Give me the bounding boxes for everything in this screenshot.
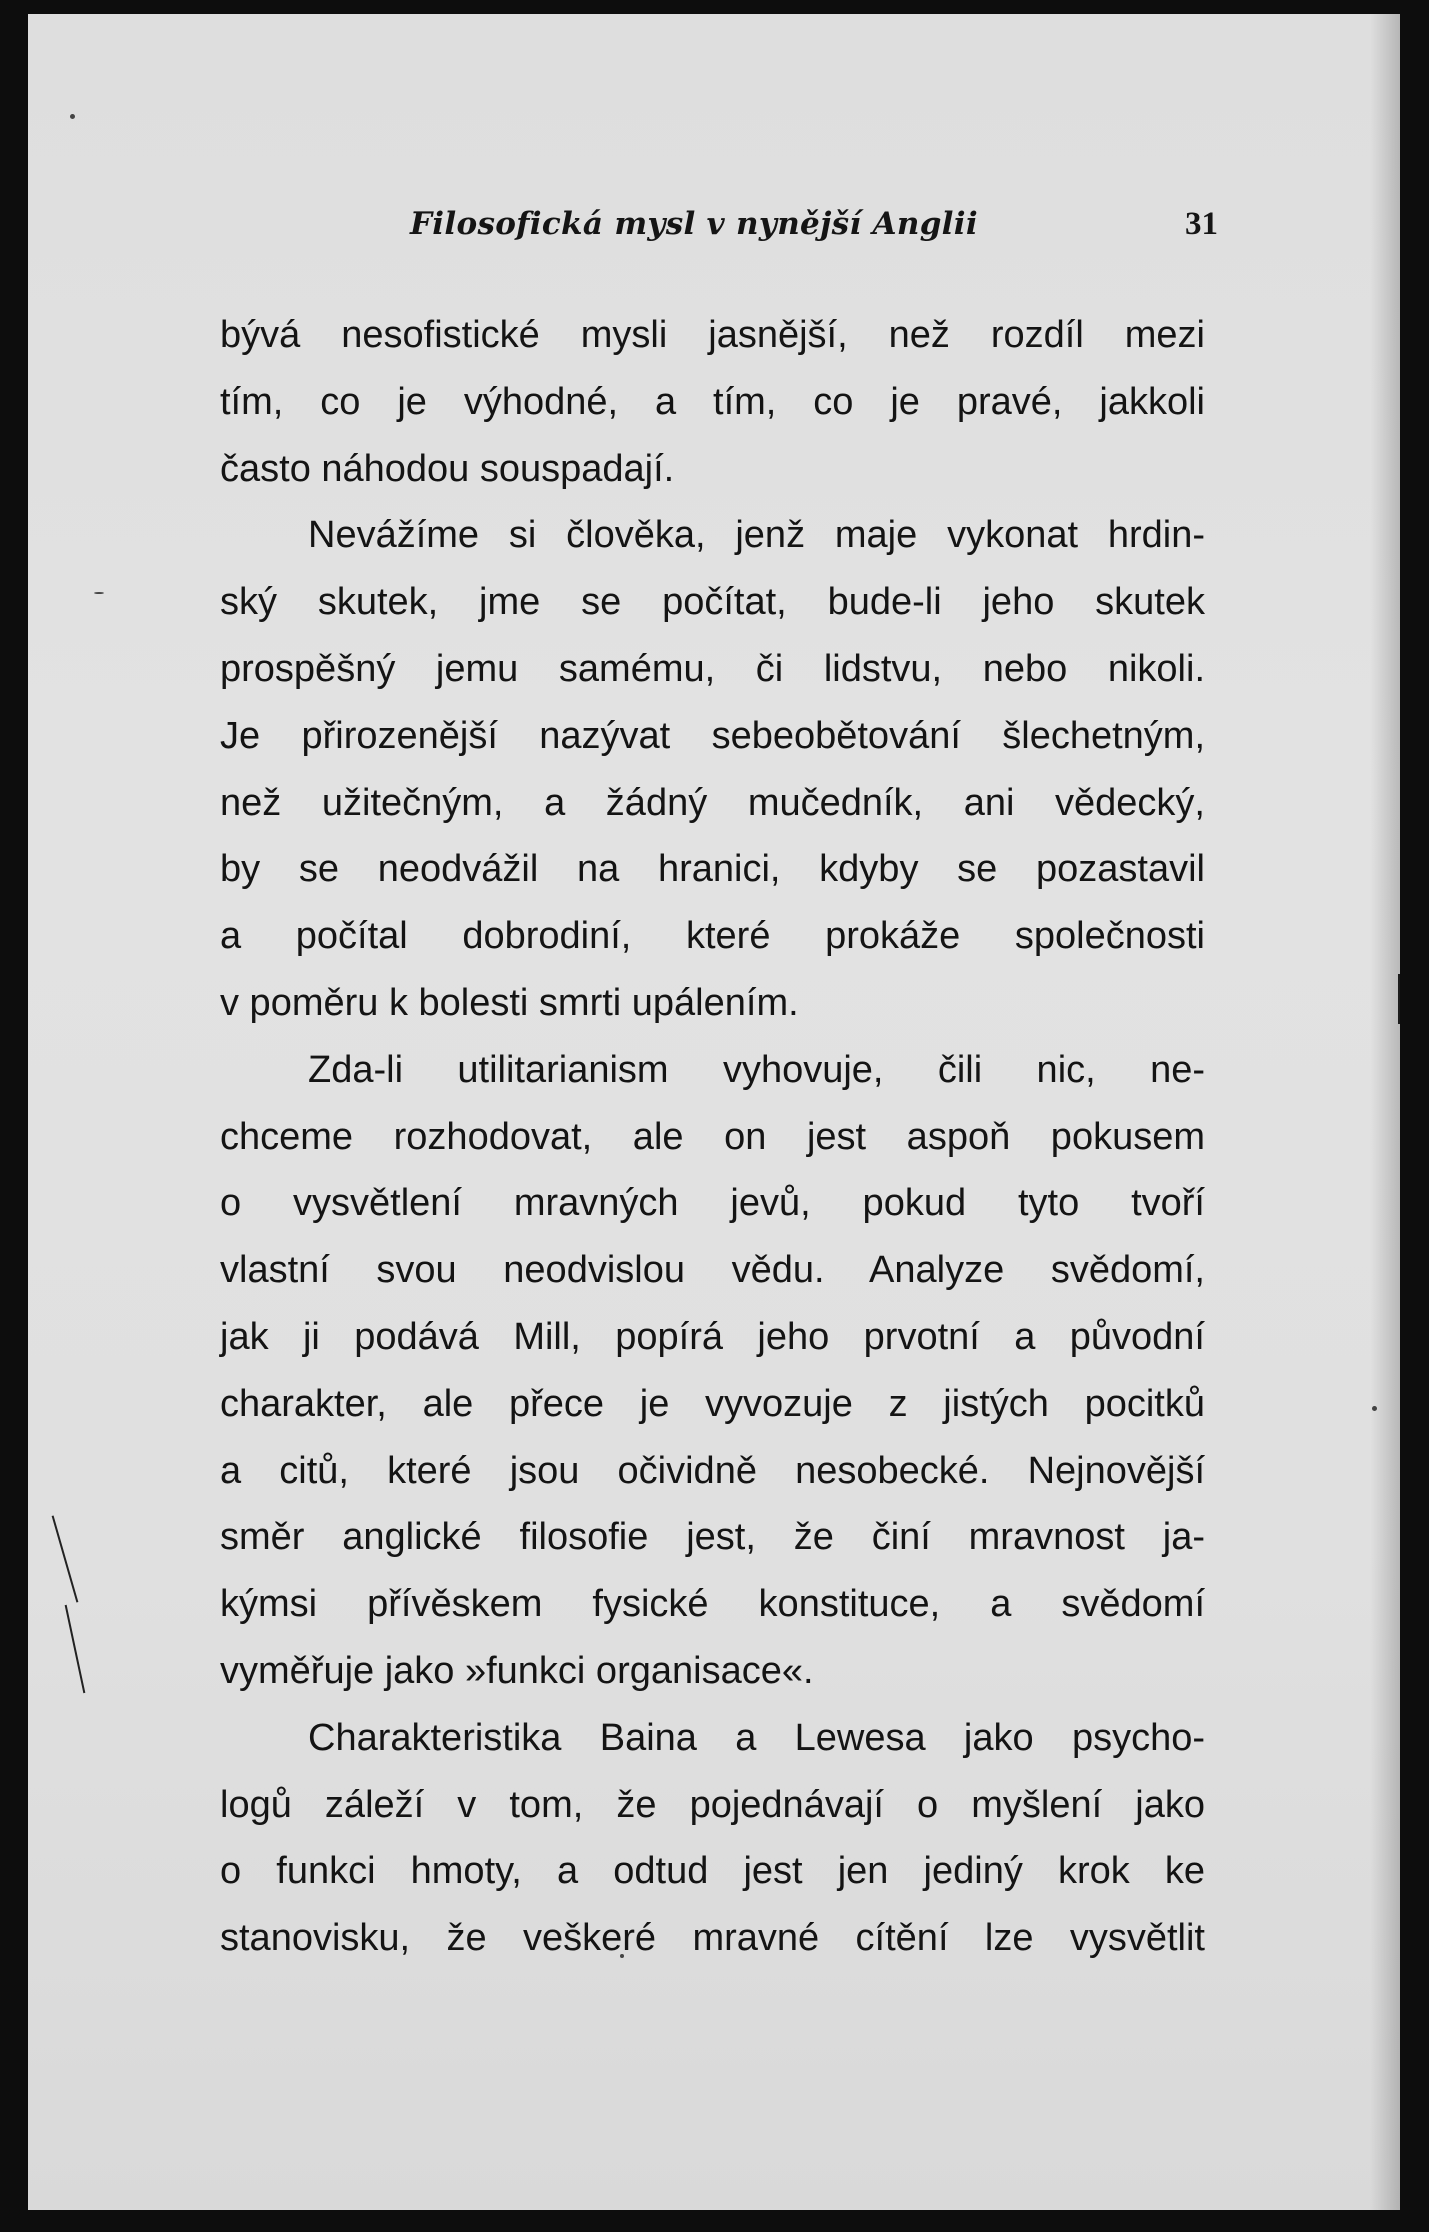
text-line: vyměřuje jako »funkci organisace«. <box>220 1649 814 1692</box>
text-line: Je přirozenější nazývat sebeobětování šlechetným, <box>220 714 1205 757</box>
paragraph <box>220 502 1205 1036</box>
text-line: chceme rozhodovat, ale on jest aspoň pokusem <box>220 1115 1205 1158</box>
page-edge-mark <box>52 1515 79 1602</box>
page-number: 31 <box>1185 206 1218 242</box>
text-line: jak ji podává Mill, popírá jeho prvotní a původní <box>220 1315 1205 1358</box>
text-line: tím, co je výhodné, a tím, co je pravé, jakkoli <box>220 380 1205 423</box>
text-line: směr anglické filosofie jest, že činí mravnost ja- <box>220 1516 1205 1559</box>
text-line: bývá nesofistické mysli jasnější, než rozdíl mezi <box>220 314 1205 356</box>
text-line: prospěšný jemu samému, či lidstvu, nebo nikoli. <box>220 647 1205 690</box>
text-line: vlastní svou neodvislou vědu. Analyze svědomí, <box>220 1249 1205 1292</box>
running-head-title: Filosofická mysl v nynější Anglii <box>410 206 978 242</box>
text-line: o vysvětlení mravných jevů, pokud tyto tvoří <box>220 1182 1205 1225</box>
body-text <box>220 302 1205 1972</box>
paragraph <box>220 1037 1205 1705</box>
text-line: a počítal dobrodiní, které prokáže společnosti <box>220 915 1205 958</box>
text-line: Charakteristika Baina a Lewesa jako psycho- <box>308 1716 1205 1759</box>
page-edge-mark <box>65 1605 86 1693</box>
text-line: Zda-li utilitarianism vyhovuje, čili nic, ne- <box>308 1048 1205 1091</box>
paragraph <box>220 1705 1205 1972</box>
text-line: v poměru k bolesti smrti upálením. <box>220 981 799 1024</box>
text-line: charakter, ale přece je vyvozuje z jistých pocitků <box>220 1382 1205 1425</box>
text-line: by se neodvážil na hranici, kdyby se pozastavil <box>220 848 1205 891</box>
text-line: kýmsi přívěskem fysické konstituce, a svědomí <box>220 1583 1205 1626</box>
text-line: a citů, které jsou očividně nesobecké. Nejnovější <box>220 1449 1205 1492</box>
paragraph <box>220 302 1205 502</box>
text-line: o funkci hmoty, a odtud jest jen jediný krok ke <box>220 1850 1205 1893</box>
ink-speck <box>70 114 75 119</box>
text-line: než užitečným, a žádný mučedník, ani vědecký, <box>220 781 1205 824</box>
text-line: logů záleží v tom, že pojednávají o myšlení jako <box>220 1783 1205 1826</box>
text-line: ský skutek, jme se počítat, bude-li jeho skutek <box>220 581 1205 624</box>
text-line: stanovisku, že veškeré mravné cítění lze vysvětlit <box>220 1917 1205 1960</box>
text-line: často náhodou souspadají. <box>220 447 675 490</box>
page-edge-mark <box>1398 974 1400 1024</box>
ink-speck <box>94 592 104 594</box>
ink-speck <box>1372 1406 1377 1411</box>
text-line: Nevážíme si člověka, jenž maje vykonat hrdin- <box>308 514 1205 557</box>
